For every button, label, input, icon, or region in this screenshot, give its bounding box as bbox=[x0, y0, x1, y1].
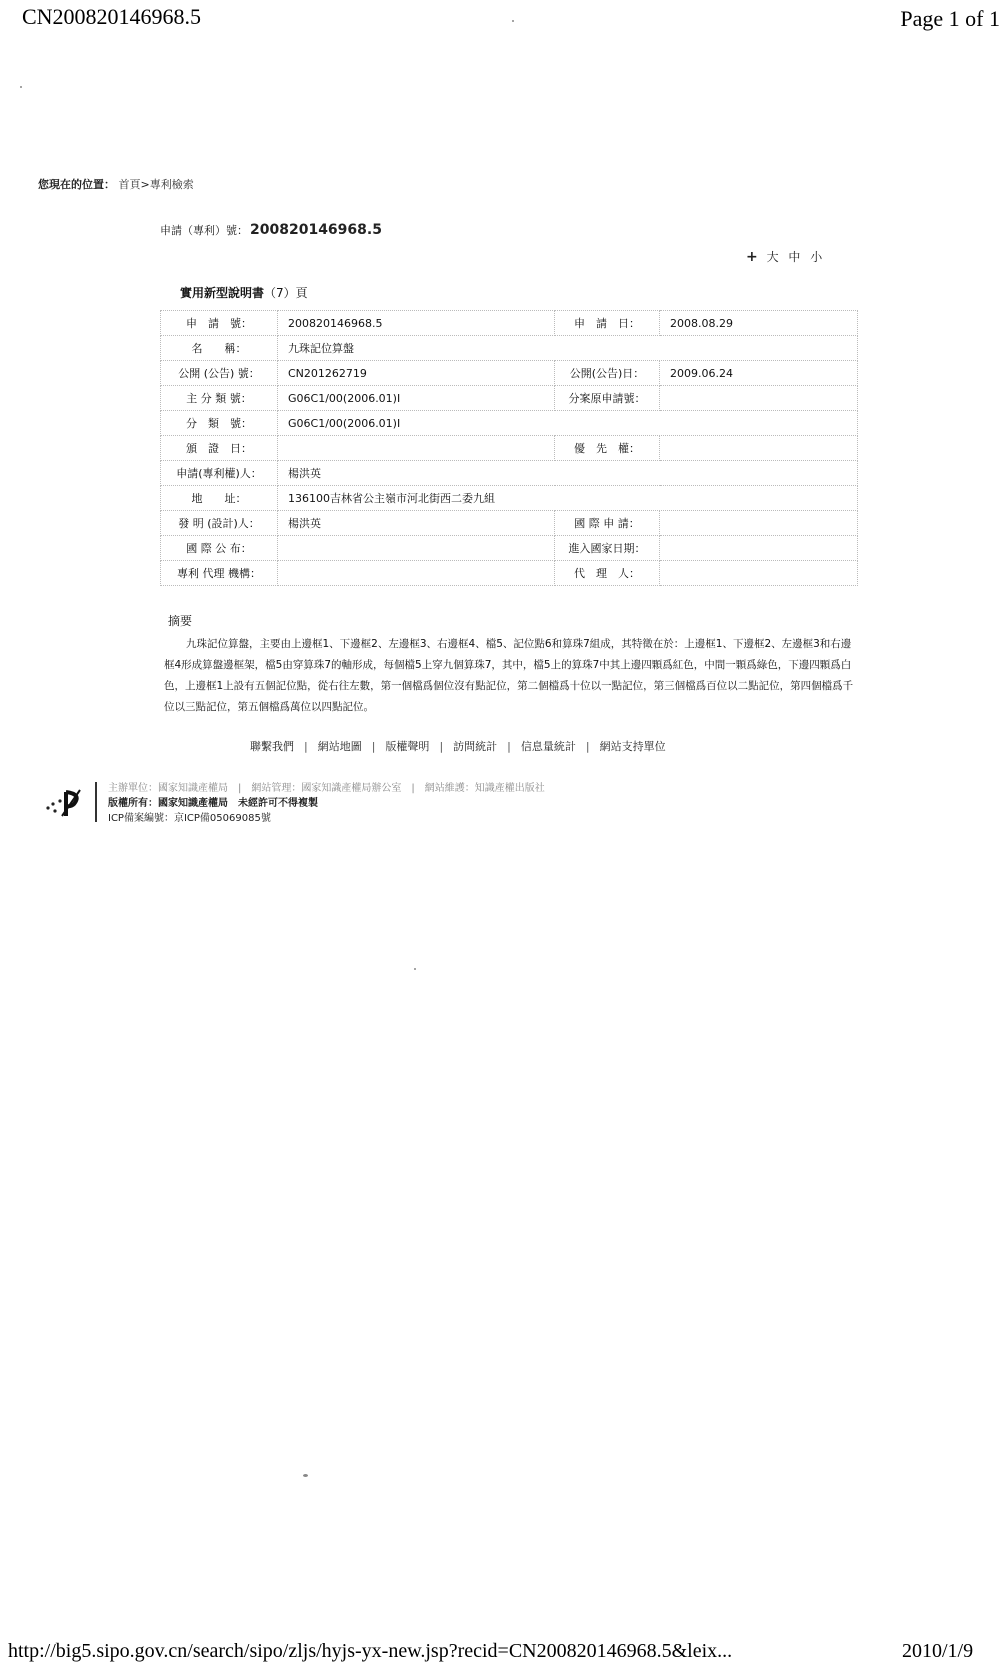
site-footer-icp: ICP備案編號：京ICP備05069085號 bbox=[108, 813, 271, 824]
field-label: 分 類 號： bbox=[161, 411, 278, 436]
print-footer-url: http://big5.sipo.gov.cn/search/sipo/zljs/hyjs-yx-new.jsp?recid=CN200820146968.5&leix... bbox=[8, 1640, 733, 1662]
field-label: 國 際 申 請： bbox=[555, 511, 660, 536]
field-label: 優 先 權： bbox=[555, 436, 660, 461]
footer-link-separator: | bbox=[585, 740, 590, 753]
field-value: 楊洪英 bbox=[278, 511, 555, 536]
table-row bbox=[161, 411, 858, 436]
breadcrumb-home-link[interactable]: 首頁 bbox=[118, 178, 141, 191]
breadcrumb-separator: > bbox=[140, 178, 150, 191]
field-label: 主 分 類 號： bbox=[161, 386, 278, 411]
table-row bbox=[161, 311, 858, 336]
field-value bbox=[278, 536, 555, 561]
footer-link[interactable]: 網站支持單位 bbox=[599, 740, 666, 753]
site-footer bbox=[108, 781, 545, 826]
font-size-small-button[interactable]: 小 bbox=[810, 250, 826, 264]
site-footer-copyright-value: 國家知識產權局 未經許可不得複製 bbox=[158, 798, 318, 809]
field-label: 分案原申請號： bbox=[555, 386, 660, 411]
abstract-text: 九珠記位算盤，主要由上邊框1、下邊框2、左邊框3、右邊框4、檔5、記位點6和算珠7組成，其特徵在於：上邊框1、下邊框2、左邊框3和右邊框4形成算盤邊框架，檔5由穿算珠7的軸形成，每個檔5上穿九個算珠7，其中，檔5上的算珠7中其上邊四顆爲紅色，中間一顆爲綠色，下邊四顆爲白色，上邊框1上設有五個記位點，從右往左數，第一個檔爲個位沒有點記位，第二個檔爲十位以一點記位，第三個檔爲百位以二點記位，第四個檔爲千位以三點記位，第五個檔爲萬位以四點記位。 bbox=[164, 638, 854, 713]
print-footer-date: 2010/1/9 bbox=[902, 1640, 974, 1662]
application-number bbox=[160, 222, 382, 238]
table-row bbox=[161, 386, 858, 411]
table-row bbox=[161, 536, 858, 561]
field-label: 代 理 人： bbox=[555, 561, 660, 586]
footer-link[interactable]: 聯繫我們 bbox=[250, 740, 294, 753]
field-value: 楊洪英 bbox=[278, 461, 858, 486]
field-value: G06C1/00(2006.01)I bbox=[278, 386, 555, 411]
site-footer-sponsor: 主辦單位：國家知識產權局 | 網站管理：國家知識產權局辦公室 | 網站維護：知識產權出版社 bbox=[108, 783, 545, 794]
field-value bbox=[660, 536, 858, 561]
field-value bbox=[278, 436, 555, 461]
footer-links bbox=[250, 738, 710, 754]
document-page-count: （7）頁 bbox=[264, 286, 308, 300]
font-size-medium-button[interactable]: 中 bbox=[788, 250, 804, 264]
abstract-heading: 摘要 bbox=[168, 614, 193, 628]
field-label: 地 址： bbox=[161, 486, 278, 511]
field-label: 申 請 號： bbox=[161, 311, 278, 336]
field-value: G06C1/00(2006.01)I bbox=[278, 411, 858, 436]
footer-link-separator: | bbox=[507, 740, 511, 753]
field-label: 頒 證 日： bbox=[161, 436, 278, 461]
field-label: 申請(專利權)人： bbox=[161, 461, 278, 486]
footer-link-separator: | bbox=[371, 740, 376, 753]
print-header-page-count: Page 1 of 1 bbox=[900, 6, 1000, 31]
scan-speck bbox=[303, 1474, 308, 1477]
footer-link-separator: | bbox=[304, 740, 308, 753]
field-label: 申 請 日： bbox=[555, 311, 660, 336]
field-value bbox=[278, 561, 555, 586]
breadcrumb-label: 您現在的位置： bbox=[38, 178, 115, 191]
field-label: 公開(公告)日： bbox=[555, 361, 660, 386]
field-label: 國 際 公 布： bbox=[161, 536, 278, 561]
sipo-logo-icon bbox=[44, 786, 90, 824]
footer-link[interactable]: 版權聲明 bbox=[385, 740, 430, 753]
scan-speck bbox=[20, 86, 22, 88]
field-value: 200820146968.5 bbox=[278, 311, 555, 336]
document-title-text[interactable]: 實用新型說明書 bbox=[180, 286, 265, 300]
table-row bbox=[161, 336, 858, 361]
table-row bbox=[161, 486, 858, 511]
footer-link-separator: | bbox=[439, 740, 444, 753]
field-label: 專利 代理 機構： bbox=[161, 561, 278, 586]
footer-link[interactable]: 信息量統計 bbox=[520, 740, 576, 753]
field-value: 136100吉林省公主嶺市河北街西二委九組 bbox=[278, 486, 858, 511]
breadcrumb bbox=[38, 176, 194, 192]
scan-speck bbox=[512, 20, 514, 22]
field-value bbox=[660, 561, 858, 586]
table-row bbox=[161, 561, 858, 586]
application-number-value: 200820146968.5 bbox=[250, 222, 382, 238]
table-row bbox=[161, 436, 858, 461]
field-value bbox=[660, 436, 858, 461]
field-label: 進入國家日期： bbox=[555, 536, 660, 561]
field-value: 九珠記位算盤 bbox=[278, 336, 858, 361]
table-row bbox=[161, 361, 858, 386]
font-size-large-button[interactable]: 大 bbox=[766, 250, 782, 264]
field-label: 名 稱： bbox=[161, 336, 278, 361]
field-value bbox=[660, 386, 858, 411]
field-label: 公開 (公告) 號： bbox=[161, 361, 278, 386]
footer-divider bbox=[95, 782, 97, 822]
site-footer-copyright-label: 版權所有： bbox=[108, 798, 158, 809]
footer-link[interactable]: 訪問統計 bbox=[453, 740, 498, 753]
field-value: 2008.08.29 bbox=[660, 311, 858, 336]
bibliographic-table bbox=[160, 310, 858, 586]
field-value: CN201262719 bbox=[278, 361, 555, 386]
print-header-doc-id: CN200820146968.5 bbox=[22, 4, 202, 29]
field-value: 2009.06.24 bbox=[660, 361, 858, 386]
field-value bbox=[660, 511, 858, 536]
field-label: 發 明 (設計)人： bbox=[161, 511, 278, 536]
plus-icon: + bbox=[746, 249, 758, 265]
footer-link[interactable]: 網站地圖 bbox=[317, 740, 362, 753]
font-size-control bbox=[746, 248, 825, 265]
application-number-label: 申請（專利）號： bbox=[160, 224, 248, 237]
breadcrumb-current-link[interactable]: 專利檢索 bbox=[149, 178, 194, 191]
table-row bbox=[161, 511, 858, 536]
document-title bbox=[180, 284, 308, 301]
scan-speck bbox=[414, 968, 416, 970]
table-row bbox=[161, 461, 858, 486]
